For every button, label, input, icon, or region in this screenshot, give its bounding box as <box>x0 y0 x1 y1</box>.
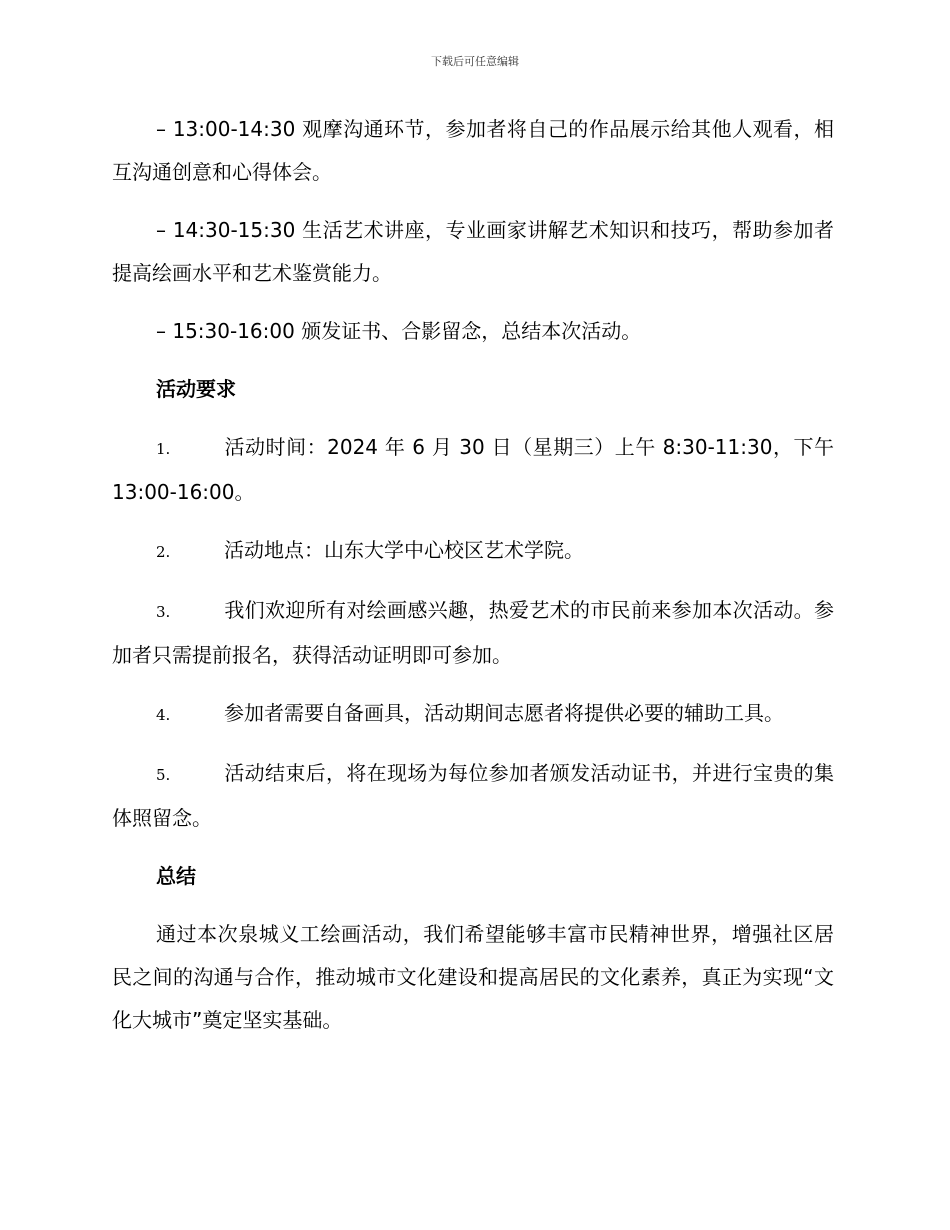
section-heading-summary: 总结 <box>156 864 196 888</box>
requirement-item <box>112 589 834 677</box>
page-header: 下载后可任意编辑 <box>431 55 519 68</box>
requirement-item <box>112 529 834 574</box>
list-item-text: 活动结束后，将在现场为每位参加者颁发活动证书，并进行宝贵的集体照留念。 <box>112 761 834 830</box>
list-number: 3. <box>156 603 171 621</box>
list-number: 2. <box>156 543 171 561</box>
document-body <box>112 108 834 1057</box>
list-item-text: 参加者需要自备画具，活动期间志愿者将提供必要的辅助工具。 <box>224 701 784 725</box>
schedule-item: – 15:30-16:00 颁发证书、合影留念，总结本次活动。 <box>156 319 642 343</box>
summary-paragraph: 通过本次泉城义工绘画活动，我们希望能够丰富市民精神世界，增强社区居民之间的沟通与合作，推动城市文化建设和提高居民的文化素养，真正为实现“文化大城市”奠定坚实基础。 <box>112 922 834 1032</box>
list-item-text: 活动时间：2024 年 6 月 30 日（星期三）上午 8:30-11:30，下午 13:00-16:00。 <box>112 435 834 504</box>
schedule-item: – 14:30-15:30 生活艺术讲座，专业画家讲解艺术知识和技巧，帮助参加者提高绘画水平和艺术鉴赏能力。 <box>112 218 834 285</box>
list-item-text: 我们欢迎所有对绘画感兴趣，热爱艺术的市民前来参加本次活动。参加者只需提前报名，获得活动证明即可参加。 <box>112 598 834 667</box>
list-number: 1. <box>156 440 171 458</box>
requirement-item <box>112 692 834 737</box>
requirement-item <box>112 426 834 514</box>
requirement-item <box>112 752 834 840</box>
section-heading-requirements: 活动要求 <box>156 377 236 401</box>
list-number: 5. <box>156 766 171 784</box>
list-number: 4. <box>156 706 171 724</box>
schedule-item: – 13:00-14:30 观摩沟通环节，参加者将自己的作品展示给其他人观看，相互沟通创意和心得体会。 <box>112 117 834 184</box>
list-item-text: 活动地点：山东大学中心校区艺术学院。 <box>224 538 584 562</box>
